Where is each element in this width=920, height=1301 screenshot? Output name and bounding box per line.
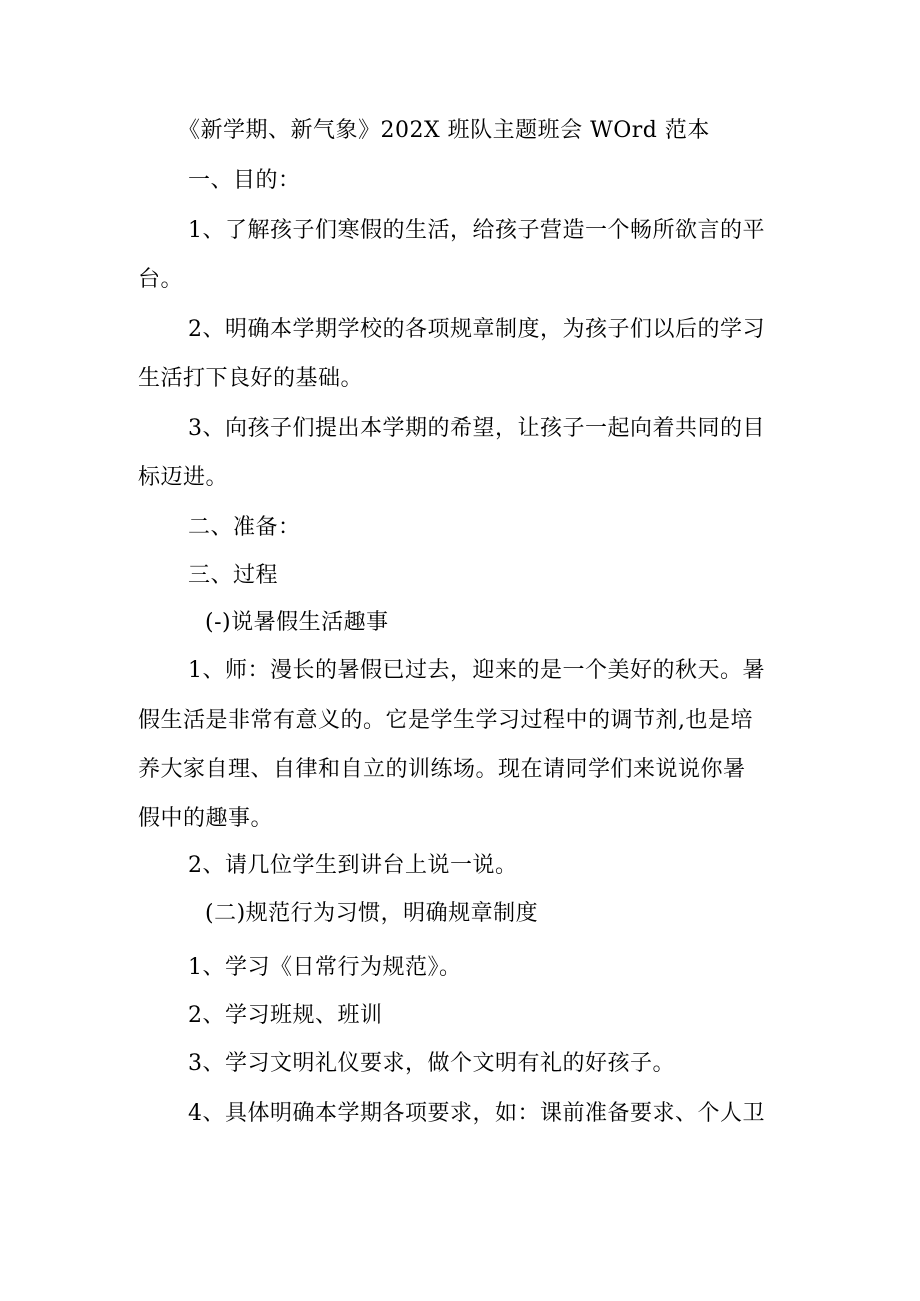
- document-title: 《新学期、新气象》202X 班队主题班会 WOrd 范本: [178, 118, 710, 143]
- section-heading-purpose: 一、目的：: [188, 168, 301, 193]
- subsection-heading: (二)规范行为习惯，明确规章制度: [205, 901, 539, 926]
- paragraph-line: 2、请几位学生到讲台上说一说。: [188, 853, 518, 878]
- paragraph-line: 4、具体明确本学期各项要求，如：课前准备要求、个人卫: [188, 1101, 765, 1126]
- paragraph-line: 台。: [138, 267, 184, 292]
- paragraph-line: 生活打下良好的基础。: [138, 366, 364, 391]
- paragraph-line: 假生活是非常有意义的。它是学生学习过程中的调节剂,也是培: [138, 708, 753, 733]
- paragraph-line: 1、学习《日常行为规范》。: [188, 955, 462, 980]
- section-heading-preparation: 二、准备：: [188, 515, 301, 540]
- paragraph-line: 1、师：漫长的暑假已过去，迎来的是一个美好的秋天。暑: [188, 658, 765, 683]
- paragraph-line: 1、了解孩子们寒假的生活，给孩子营造一个畅所欲言的平: [188, 218, 765, 243]
- section-heading-process: 三、过程: [188, 563, 279, 588]
- subsection-heading: (-)说暑假生活趣事: [205, 610, 389, 635]
- paragraph-line: 2、学习班规、班训: [188, 1003, 383, 1028]
- paragraph-line: 假中的趣事。: [138, 806, 274, 831]
- paragraph-line: 养大家自理、自律和自立的训练场。现在请同学们来说说你暑: [138, 757, 746, 782]
- paragraph-line: 标迈进。: [138, 465, 229, 490]
- paragraph-line: 3、向孩子们提出本学期的希望，让孩子一起向着共同的目: [188, 416, 765, 441]
- paragraph-line: 3、学习文明礼仪要求，做个文明有礼的好孩子。: [188, 1051, 675, 1076]
- paragraph-line: 2、明确本学期学校的各项规章制度，为孩子们以后的学习: [188, 317, 765, 342]
